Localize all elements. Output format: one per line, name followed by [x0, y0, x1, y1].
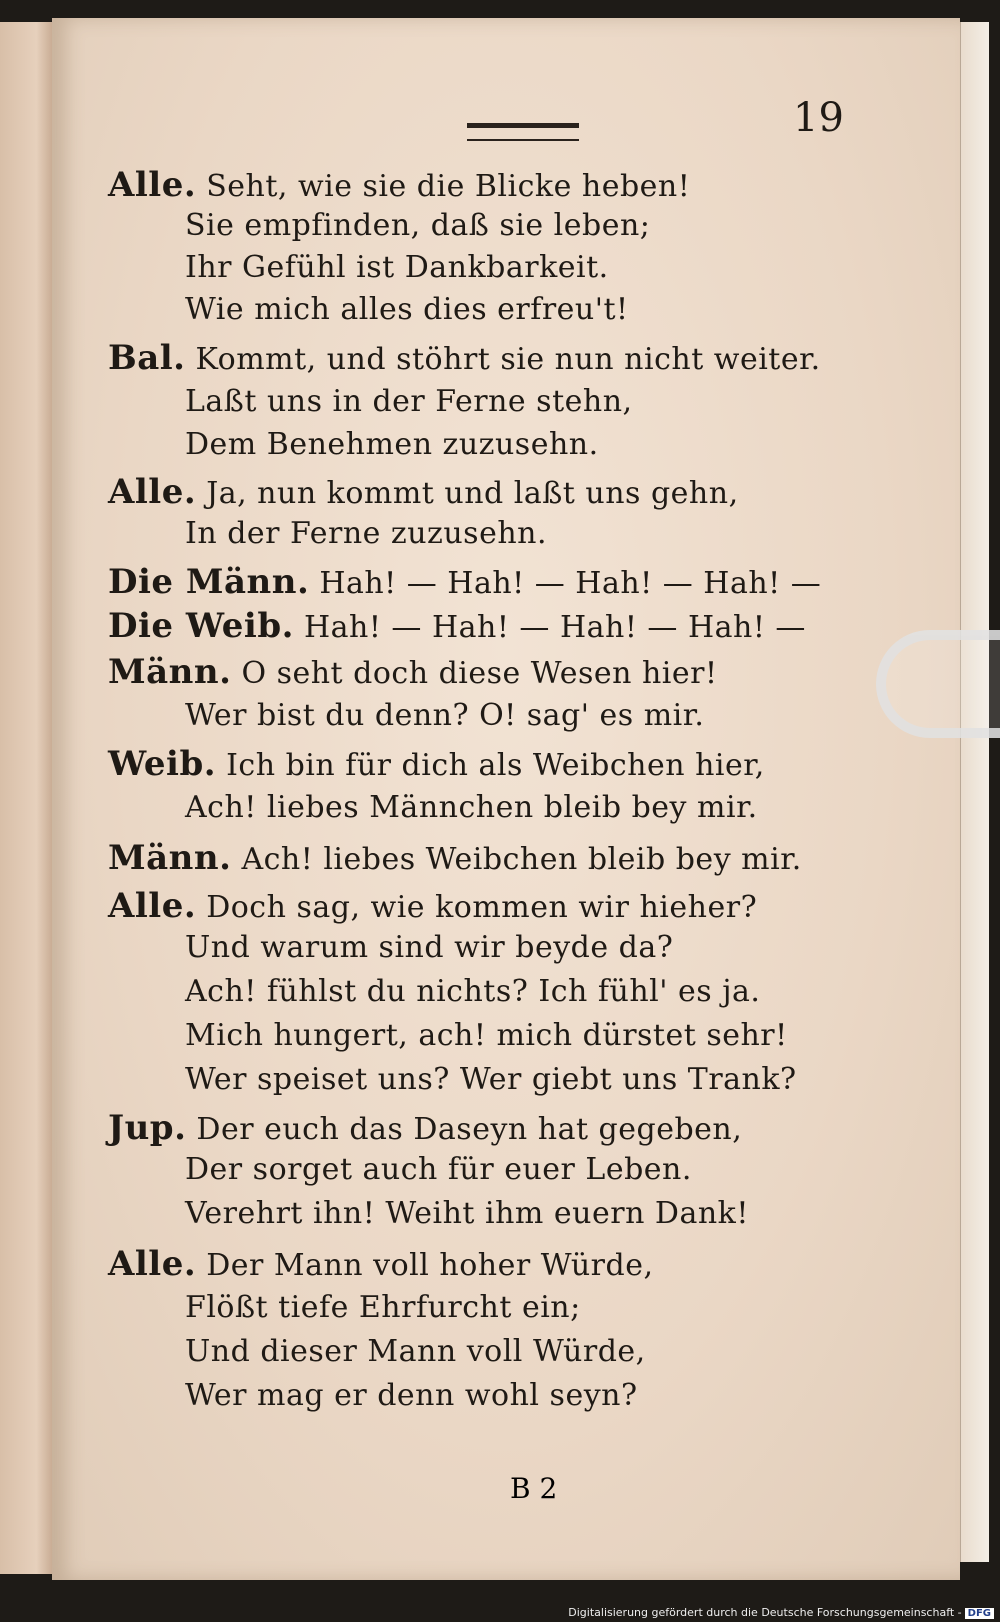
verse-line	[108, 562, 821, 602]
verse-text-line: Mich hungert, ach! mich dürstet sehr!	[185, 1018, 788, 1053]
speaker-name: Männ.	[108, 652, 232, 692]
verse-line	[108, 1244, 654, 1284]
verse-text-line: Hah! — Hah! — Hah! — Hah! —	[319, 566, 822, 601]
verse-text-line: Der Mann voll hoher Würde,	[206, 1248, 654, 1283]
verse-text-line: Sie empfinden, daß sie leben;	[185, 208, 651, 243]
verse-line	[185, 974, 760, 1009]
verse-line	[185, 930, 673, 965]
verse-text-line: Verehrt ihn! Weiht ihm euern Dank!	[185, 1196, 749, 1231]
verse-line	[185, 208, 650, 243]
verse-text-line: Der euch das Daseyn hat gegeben,	[196, 1112, 743, 1147]
verse-text-line: Und dieser Mann voll Würde,	[185, 1334, 646, 1369]
verse-line	[108, 838, 802, 878]
footer-credit	[568, 1606, 994, 1619]
verse-line	[185, 790, 758, 825]
verse-line	[108, 338, 821, 378]
signature-mark: B 2	[510, 1472, 558, 1505]
speaker-name: Die Weib.	[108, 606, 294, 646]
speaker-name: Alle.	[108, 165, 197, 205]
verse-text-line: Ihr Gefühl ist Dankbarkeit.	[185, 250, 609, 285]
verse-line	[185, 698, 704, 733]
verse-text-line: Dem Benehmen zuzusehn.	[185, 427, 599, 462]
dfg-logo: DFG	[965, 1608, 994, 1619]
verse-line	[185, 1378, 638, 1413]
verse-line	[108, 472, 739, 512]
verse-text-line: Wer bist du denn? O! sag' es mir.	[185, 698, 705, 733]
verse-line	[185, 1062, 797, 1097]
verse-text-line: Ach! liebes Weibchen bleib bey mir.	[241, 842, 802, 877]
verse-text-line: Und warum sind wir beyde da?	[185, 930, 674, 965]
verse-line	[185, 1152, 692, 1187]
verse-line	[185, 1196, 749, 1231]
speaker-name: Alle.	[108, 472, 197, 512]
verse-text-line: Seht, wie sie die Blicke heben!	[206, 169, 691, 204]
verse-text-line: Ach! fühlst du nichts? Ich fühl' es ja.	[185, 974, 761, 1009]
speaker-name: Die Männ.	[108, 562, 310, 602]
verse-line	[108, 606, 806, 646]
verse-line	[185, 250, 609, 285]
speaker-name: Jup.	[108, 1108, 187, 1148]
speaker-name: Weib.	[108, 744, 217, 784]
verse-text-line: O seht doch diese Wesen hier!	[241, 656, 718, 691]
verse-line	[185, 292, 629, 327]
page-number: 19	[793, 95, 844, 141]
verse-line	[185, 516, 547, 551]
verse-text-line: Ich bin für dich als Weibchen hier,	[226, 748, 765, 783]
speaker-name: Bal.	[108, 338, 186, 378]
speaker-name: Alle.	[108, 1244, 197, 1284]
verse-text-line: Hah! — Hah! — Hah! — Hah! —	[303, 610, 806, 645]
verse-line	[185, 1290, 581, 1325]
verse-line	[185, 427, 599, 462]
verse-text-line: Wer speiset uns? Wer giebt uns Trank?	[185, 1062, 797, 1097]
verse-text-line: Ach! liebes Männchen bleib bey mir.	[185, 790, 758, 825]
verse-line	[108, 165, 690, 205]
verse-text-line: Wie mich alles dies erfreu't!	[185, 292, 629, 327]
verse-text-line: Laßt uns in der Ferne stehn,	[185, 384, 633, 419]
verse-text-line: Ja, nun kommt und laßt uns gehn,	[206, 476, 739, 511]
verse-line	[108, 1108, 742, 1148]
verse-text-line: Doch sag, wie kommen wir hieher?	[206, 890, 758, 925]
verse-line	[185, 384, 633, 419]
footer-text: Digitalisierung gefördert durch die Deutsche Forschungsgemeinschaft -	[568, 1606, 962, 1619]
speaker-name: Alle.	[108, 886, 197, 926]
verse-text-line: Kommt, und stöhrt sie nun nicht weiter.	[195, 342, 821, 377]
verse-line	[108, 886, 757, 926]
verse-text-line: Wer mag er denn wohl seyn?	[185, 1378, 638, 1413]
speaker-name: Männ.	[108, 838, 232, 878]
verse-line	[108, 652, 718, 692]
verse-line	[185, 1334, 646, 1369]
verse-line	[108, 744, 765, 784]
verse-text-line: Flößt tiefe Ehrfurcht ein;	[185, 1290, 581, 1325]
verse-text-line: In der Ferne zuzusehn.	[185, 516, 548, 551]
verse-text-line: Der sorget auch für euer Leben.	[185, 1152, 692, 1187]
verse-line	[185, 1018, 788, 1053]
